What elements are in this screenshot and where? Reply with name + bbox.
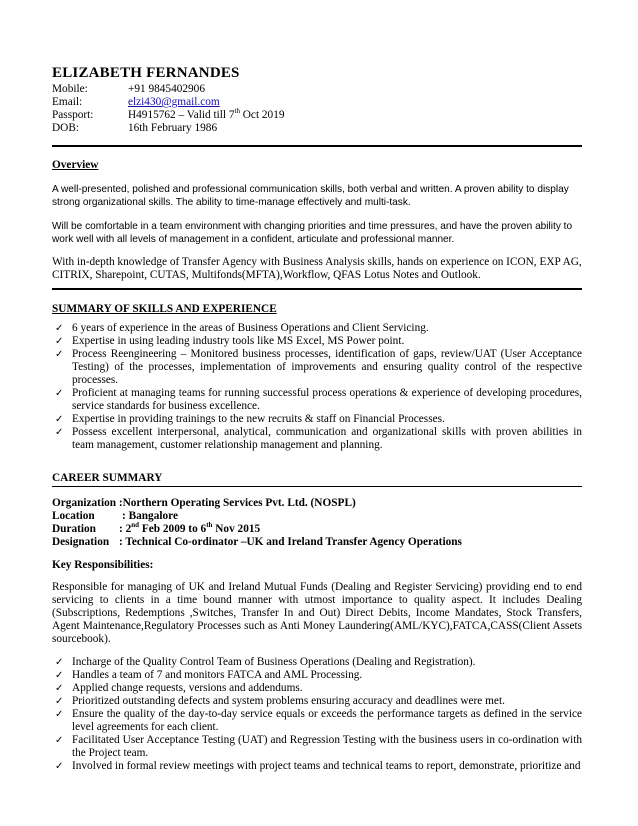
key-responsibilities-title: Key Responsibilities: [52,559,154,571]
divider [52,145,582,147]
list-item [52,708,582,734]
duration-label: Duration [52,523,96,535]
designation-label: Designation [52,536,110,548]
overview-paragraph-1: A well-presented, polished and professional communication skills, both verbal and written. A proven ability to display strong organizational skills. The ability to time-manage effectively and multi-task. [52,184,569,208]
list-item-text: Facilitated User Acceptance Testing (UAT) and Regression Testing with the business users in co-ordination with the Project team. [72,734,582,759]
passport-row [52,109,582,122]
list-item-text: Incharge of the Quality Control Team of Business Operations (Dealing and Registration). [72,656,476,668]
designation-row [52,536,582,549]
passport-text-after: Oct 2019 [239,109,285,121]
checkmark-icon: ✓ [55,336,64,347]
checkmark-icon: ✓ [55,388,64,399]
checkmark-icon: ✓ [55,683,64,694]
organization-row [52,497,582,510]
checkmark-icon: ✓ [55,696,64,707]
list-item-text: Applied change requests, versions and addendums. [72,682,303,694]
list-item [52,348,582,387]
list-item [52,656,582,669]
duration-part: Nov 2015 [212,523,261,535]
list-item [52,322,582,335]
list-item-text: Expertise in using leading industry tools like MS Excel, MS Power point. [72,335,405,347]
mobile-label: Mobile: [52,83,88,95]
career-title: CAREER SUMMARY [52,472,582,487]
list-item [52,335,582,348]
list-item [52,426,582,452]
list-item [52,669,582,682]
passport-value [128,109,285,122]
mobile-row [52,83,582,96]
passport-sup: th [234,107,240,116]
duration-part: Feb 2009 to 6 [139,523,207,535]
dob-label: DOB: [52,122,79,134]
overview-paragraph-3: With in-depth knowledge of Transfer Agency with Business Analysis skills, hands on experience on ICON, EXP AG, CITRIX, Sharepoint, CUTAS, Multifonds(MFTA),Workflow, QFAS Lotus Notes and Outlook. [52,256,582,281]
organization-label: Organization : [52,497,123,509]
list-item-text: Involved in formal review meetings with project teams and technical teams to report, demonstrate, prioritize and [72,760,581,772]
list-item [52,734,582,760]
duration-row [52,523,582,536]
checkmark-icon: ✓ [55,349,64,360]
location-value: : Bangalore [122,510,178,522]
list-item [52,760,582,773]
checkmark-icon: ✓ [55,761,64,772]
duration-value [119,523,260,536]
checkmark-icon: ✓ [55,735,64,746]
duration-sup: nd [131,521,140,530]
skills-title: SUMMARY OF SKILLS AND EXPERIENCE [52,303,277,315]
dob-value: 16th February 1986 [128,122,218,134]
organization-value: Northern Operating Services Pvt. Ltd. (NOSPL) [122,497,356,509]
passport-label: Passport: [52,109,94,121]
location-label: Location [52,510,95,522]
list-item-text: Proficient at managing teams for running successful process operations & experience of developing procedures, service standards for business excellence. [72,387,582,412]
list-item-text: Handles a team of 7 and monitors FATCA and AML Processing. [72,669,363,681]
designation-value: : Technical Co-ordinator –UK and Ireland Transfer Agency Operations [119,536,462,548]
resume-page [52,64,582,773]
list-item [52,413,582,426]
duration-part: : 2 [119,523,132,535]
email-link[interactable]: elzi430@gmail.com [128,96,220,108]
job-details [52,497,582,549]
passport-text: H4915762 – Valid till 7 [128,109,235,121]
skills-list [52,322,582,452]
checkmark-icon: ✓ [55,414,64,425]
list-item [52,387,582,413]
checkmark-icon: ✓ [55,657,64,668]
dob-row [52,122,582,135]
list-item-text: Ensure the quality of the day-to-day service equals or exceeds the performance targets as defined in the service level agreements for each client. [72,708,582,733]
key-responsibilities-paragraph: Responsible for managing of UK and Ireland Mutual Funds (Dealing and Register Servicing) providing end to end servicing to clients in a time bound manner with utmost importance to quality aspect. It includes Dealing (Subscriptions, Redemptions ,Switches, Transfer In and Out) Direct Debits, Income Mandates, Stock Transfers, Agent Maintenance,Regulatory Processes such as Anti Money Laundering(AML/KYC),FATCA,CASS(Client Assets sourcebook). [52,581,582,645]
list-item [52,695,582,708]
email-row [52,96,582,109]
list-item-text: 6 years of experience in the areas of Business Operations and Client Servicing. [72,322,429,334]
duration-sup: th [206,521,213,530]
list-item-text: Expertise in providing trainings to the new recruits & staff on Financial Processes. [72,413,445,425]
candidate-name: ELIZABETH FERNANDES [52,65,240,81]
overview-paragraph-2: Will be comfortable in a team environment with changing priorities and time pressures, and have the proven ability to work well with all levels of management in a confident, articulate and professional manner. [52,221,573,245]
divider [52,288,582,290]
checkmark-icon: ✓ [55,670,64,681]
list-item-text: Possess excellent interpersonal, analytical, communication and organizational skills with proven abilities in team management, customer relationship management and planning. [72,426,582,451]
list-item-text: Prioritized outstanding defects and system problems ensuring accuracy and deadlines were met. [72,695,505,707]
checkmark-icon: ✓ [55,323,64,334]
responsibilities-list [52,656,582,773]
email-label: Email: [52,96,83,108]
list-item [52,682,582,695]
list-item-text: Process Reengineering – Monitored business processes, identification of gaps, review/UAT (User Acceptance Testing) of the processes, implementation of improvements and ensuring quality control of the respective processes. [72,348,582,386]
checkmark-icon: ✓ [55,427,64,438]
mobile-value: +91 9845402906 [128,83,205,95]
checkmark-icon: ✓ [55,709,64,720]
overview-title: Overview [52,159,99,171]
